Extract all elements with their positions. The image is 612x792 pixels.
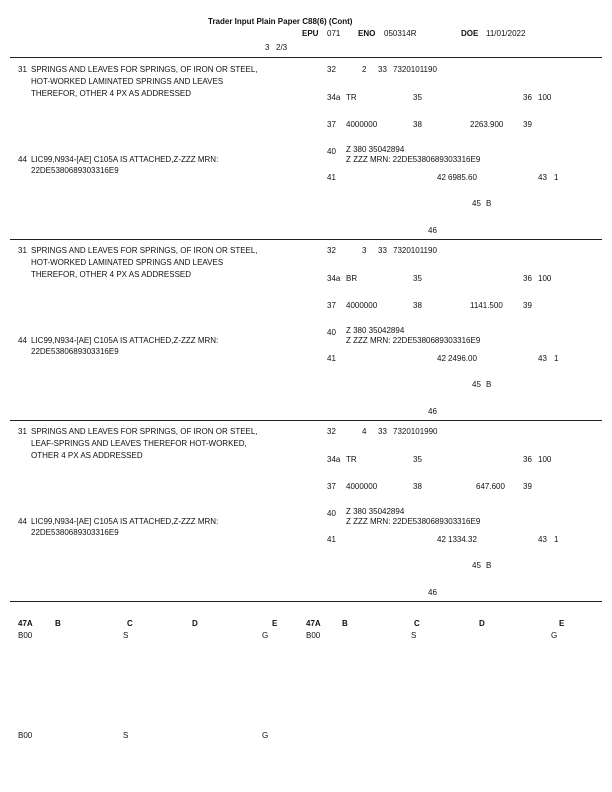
box-43-label: 43 [538, 354, 547, 363]
box-36-value: 100 [538, 274, 552, 283]
page-box-3: 3 [265, 43, 270, 52]
box-43-value: 1 [554, 535, 559, 544]
epu-value: 071 [327, 29, 341, 38]
box-43-label: 43 [538, 535, 547, 544]
box-31-label: 31 [18, 65, 27, 74]
box-42-label: 42 [437, 173, 446, 182]
tax-cell: S [123, 731, 129, 740]
tax-column-header: C [127, 619, 133, 628]
procedure-code: 4000000 [346, 482, 378, 491]
box-40-label: 40 [327, 147, 336, 156]
goods-description-line: HOT-WORKED LAMINATED SPRINGS AND LEAVES [31, 77, 224, 86]
previous-document: Z 380 35042894 [346, 145, 405, 154]
tax-column-header: C [414, 619, 420, 628]
box-33-label: 33 [378, 427, 387, 436]
tax-cell: B00 [18, 631, 33, 640]
box-35-label: 35 [413, 93, 422, 102]
box-39-label: 39 [523, 120, 532, 129]
box-38-label: 38 [413, 482, 422, 491]
box-32-label: 32 [327, 65, 336, 74]
box-45-value: B [486, 199, 492, 208]
box-33-label: 33 [378, 65, 387, 74]
box-31-label: 31 [18, 246, 27, 255]
eno-label: ENO [358, 29, 376, 38]
box-44-label: 44 [18, 517, 27, 526]
box-46-label: 46 [428, 226, 437, 235]
box-35-label: 35 [413, 274, 422, 283]
box-39-label: 39 [523, 301, 532, 310]
commodity-code: 7320101190 [393, 246, 437, 255]
tax-column-header: E [272, 619, 278, 628]
box-46-label: 46 [428, 407, 437, 416]
box-34a-label: 34a [327, 93, 341, 102]
net-mass: 647.600 [476, 482, 505, 491]
box-37-label: 37 [327, 482, 336, 491]
commodity-code: 7320101990 [393, 427, 438, 436]
box-35-label: 35 [413, 455, 422, 464]
box-44-label: 44 [18, 336, 27, 345]
box-43-value: 1 [554, 173, 559, 182]
additional-info-line: LIC99,N934-[AE] C105A IS ATTACHED,Z-ZZZ MRN: [31, 336, 219, 345]
box-45-label: 45 [472, 561, 481, 570]
goods-description-line: SPRINGS AND LEAVES FOR SPRINGS, OF IRON OR STEEL, [31, 246, 258, 255]
box-45-value: B [486, 561, 492, 570]
previous-document: Z ZZZ MRN: 22DE5380689303316E9 [346, 336, 481, 345]
previous-document: Z ZZZ MRN: 22DE5380689303316E9 [346, 517, 481, 526]
box-45-label: 45 [472, 380, 481, 389]
box-41-label: 41 [327, 173, 336, 182]
box-33-label: 33 [378, 246, 387, 255]
item-number: 4 [362, 427, 367, 436]
additional-info-line: 22DE5380689303316E9 [31, 528, 119, 537]
item-number: 3 [362, 246, 367, 255]
doe-value: 11/01/2022 [486, 29, 526, 38]
country-of-origin: TR [346, 455, 357, 464]
box-32-label: 32 [327, 246, 336, 255]
document-title: Trader Input Plain Paper C88(6) (Cont) [208, 17, 353, 26]
item-price: 1334.32 [448, 535, 477, 544]
tax-column-header: D [192, 619, 198, 628]
goods-description-line: THEREFOR, OTHER 4 PX AS ADDRESSED [31, 270, 192, 279]
box-43-value: 1 [554, 354, 559, 363]
net-mass: 1141.500 [470, 301, 503, 310]
procedure-code: 4000000 [346, 120, 378, 129]
additional-info-line: 22DE5380689303316E9 [31, 347, 119, 356]
tax-cell: B00 [18, 731, 33, 740]
tax-column-header: D [479, 619, 485, 628]
box-45-label: 45 [472, 199, 481, 208]
box-36-label: 36 [523, 455, 532, 464]
box-36-label: 36 [523, 93, 532, 102]
previous-document: Z 380 35042894 [346, 326, 405, 335]
divider [10, 601, 602, 602]
goods-description-line: LEAF-SPRINGS AND LEAVES THEREFOR HOT-WORKED, [31, 439, 247, 448]
goods-description-line: SPRINGS AND LEAVES FOR SPRINGS, OF IRON OR STEEL, [31, 427, 258, 436]
eno-value: 050314R [384, 29, 417, 38]
item-price: 6985.60 [448, 173, 477, 182]
epu-label: EPU [302, 29, 319, 38]
box-38-label: 38 [413, 301, 422, 310]
box-40-label: 40 [327, 509, 336, 518]
box-46-label: 46 [428, 588, 437, 597]
box-43-label: 43 [538, 173, 547, 182]
tax-cell: S [411, 631, 417, 640]
box-37-label: 37 [327, 120, 336, 129]
box-44-label: 44 [18, 155, 27, 164]
divider [10, 57, 602, 58]
box-32-label: 32 [327, 427, 336, 436]
box-39-label: 39 [523, 482, 532, 491]
box-37-label: 37 [327, 301, 336, 310]
divider [10, 239, 602, 240]
previous-document: Z ZZZ MRN: 22DE5380689303316E9 [346, 155, 481, 164]
box-42-label: 42 [437, 535, 446, 544]
box-41-label: 41 [327, 535, 336, 544]
additional-info-line: LIC99,N934-[AE] C105A IS ATTACHED,Z-ZZZ MRN: [31, 517, 219, 526]
box-47a-label: 47A [306, 619, 321, 628]
tax-column-header: B [342, 619, 348, 628]
goods-description-line: OTHER 4 PX AS ADDRESSED [31, 451, 143, 460]
country-of-origin: BR [346, 274, 358, 283]
procedure-code: 4000000 [346, 301, 378, 310]
goods-description-line: THEREFOR, OTHER 4 PX AS ADDRESSED [31, 89, 192, 98]
box-40-label: 40 [327, 328, 336, 337]
tax-column-header: B [55, 619, 61, 628]
box-36-value: 100 [538, 455, 552, 464]
page-number: 2/3 [276, 43, 288, 52]
box-36-label: 36 [523, 274, 532, 283]
additional-info-line: LIC99,N934-[AE] C105A IS ATTACHED,Z-ZZZ MRN: [31, 155, 219, 164]
net-mass: 2263.900 [470, 120, 504, 129]
previous-document: Z 380 35042894 [346, 507, 405, 516]
box-34a-label: 34a [327, 274, 341, 283]
tax-cell: G [551, 631, 558, 640]
tax-cell: S [123, 631, 129, 640]
box-42-label: 42 [437, 354, 446, 363]
item-number: 2 [362, 65, 367, 74]
commodity-code: 7320101190 [393, 65, 437, 74]
divider [10, 420, 602, 421]
box-45-value: B [486, 380, 492, 389]
additional-info-line: 22DE5380689303316E9 [31, 166, 119, 175]
goods-description-line: HOT-WORKED LAMINATED SPRINGS AND LEAVES [31, 258, 224, 267]
box-34a-label: 34a [327, 455, 341, 464]
box-31-label: 31 [18, 427, 27, 436]
tax-cell: G [262, 631, 269, 640]
country-of-origin: TR [346, 93, 357, 102]
box-47a-label: 47A [18, 619, 33, 628]
tax-cell: G [262, 731, 269, 740]
goods-description-line: SPRINGS AND LEAVES FOR SPRINGS, OF IRON OR STEEL, [31, 65, 258, 74]
tax-column-header: E [559, 619, 565, 628]
box-41-label: 41 [327, 354, 336, 363]
item-price: 2496.00 [448, 354, 477, 363]
tax-cell: B00 [306, 631, 321, 640]
doe-label: DOE [461, 29, 479, 38]
box-36-value: 100 [538, 93, 552, 102]
box-38-label: 38 [413, 120, 422, 129]
